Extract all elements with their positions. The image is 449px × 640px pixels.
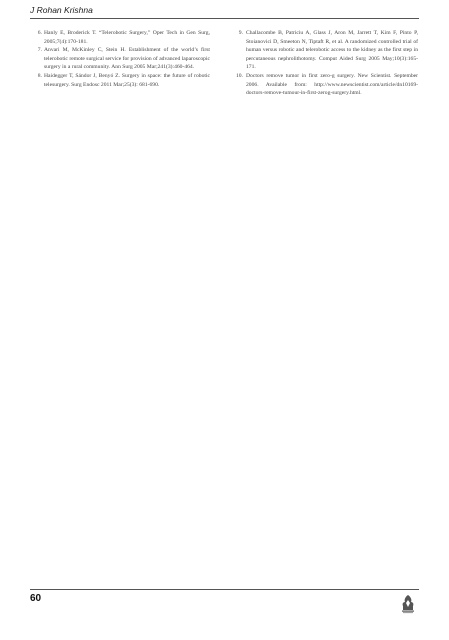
footer-divider: [30, 589, 419, 590]
reference-number: 8.: [37, 72, 42, 79]
references-column-left: [30, 29, 210, 89]
reference-text: Doctors remove tumor in first zero-g surgery. New Scientist. September 2006. Available from: http://www.newscientist.com/article/dn10169-doctors-remove-tumour-in-first-zerog-surgery.html.: [246, 72, 418, 97]
reference-text: Anvari M, McKinley C, Stein H. Establishment of the world’s first telerobotic remote surgical service for provision of advanced laparoscopic surgery in a rural community. Ann Surg 2005 Mar;241(3):460-464.: [44, 47, 210, 71]
reference-item: [30, 72, 210, 89]
jaypee-logo-icon: [400, 594, 416, 614]
reference-item: [30, 29, 210, 46]
reference-number: 7.: [37, 47, 42, 54]
reference-text: Haidegger T, Sándor J, Benyó Z. Surgery in space: the future of robotic telesurgery. Surg Endosc 2011 Mar;25(3): 681-690.: [44, 72, 210, 88]
reference-number: 6.: [37, 30, 42, 36]
header-divider: [30, 18, 419, 19]
reference-number: 9.: [238, 30, 243, 36]
page-number: 60: [30, 593, 42, 604]
reference-number: 10.: [236, 72, 243, 79]
reference-item: [30, 46, 210, 72]
references-column-right: [230, 29, 418, 98]
running-header: J Rohan Krishna: [30, 5, 93, 15]
reference-item: [230, 29, 418, 72]
reference-text: Hanly E, Broderick T. “Telerobotic Surgery,” Oper Tech in Gen Surg, 2005;7(4):170-181.: [44, 30, 210, 45]
reference-item: [230, 72, 418, 98]
reference-text: Challacombe B, Patriciu A, Glass J, Aron M, Jarrett T, Kim F, Pinto P, Stoianovici D, Smeeton N, Tiptaft R, et al. A randomized controlled trial of human versus robotic and telerobotic access to the kidney as the first step in percutaneous nephrolithotomy. Comput Aided Surg 2005 May;10(3):165-171.: [246, 30, 418, 71]
